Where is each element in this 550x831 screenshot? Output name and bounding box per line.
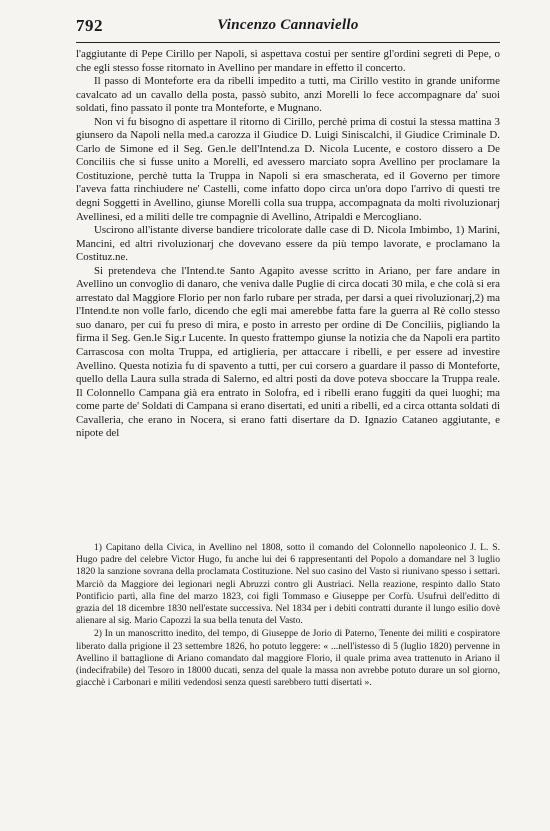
- page-number: 792: [76, 16, 103, 35]
- page-header: [76, 16, 500, 43]
- footnotes: [76, 542, 500, 689]
- running-head: Vincenzo Cannaviello: [217, 17, 359, 33]
- paragraph: Si pretendeva che l'Intend.te Santo Agapito avesse scritto in Ariano, per fare andare in Avellino un convoglio di danaro, che veniva dalle Puglie di circa docati 30 mila, e che colà si era arrestato dal Maggiore Florio per non farlo rubare per strada, per darsi a quei rivoluzionarj,2) ma l'Intend.te non volle farlo, dicendo che egli mai amerebbe fatta fare la guerra al Rè collo stesso suo danaro, per cui fu preso di mira, e posto in arresto per ordine di De Conciliis, pigliando la firma il Seg. Gen.le Sig.r Lucente. In questo frattempo giunse la notizia che da Napoli era partito Carrascosa con molta Truppa, ed artiglieria, per attaccare i ribelli, e per essere ad investire Avellino. Questa notizia fu di spavento a tutti, per cui corsero a guardare il passo di Monteforte, quello della Laura sulla strada di Salerno, ed altri posti da dove poteva sboccare la Truppa reale. Il Colonnello Campana già era entrato in Solofra, ed i ribelli erano fuggiti da quei luoghi; ma come parte de' Soldati di Campana si erano disertati, ed uniti a ribelli, ed a circa ottanta soldati di Cavalleria, che erano in Nocera, si erano fatti disertare da D. Ignazio Cataneo aggiutante, e nipote del: [76, 264, 500, 440]
- paragraph: l'aggiutante di Pepe Cirillo per Napoli, si aspettava costui per sentire gl'ordini segreti di Pepe, o che egli stesso fosse ritornato in Avellino per mandare in effetto il concerto.: [76, 48, 500, 74]
- footnote: 1) Capitano della Civica, in Avellino nel 1808, sotto il comando del Colonnello napoleonico J. L. S. Hugo padre del celebre Victor Hugo, fu anche lui dei 6 rappresentanti del Popolo a domandare nel 3 luglio 1820 la sanzione sovrana della proclamata Costituzione. Nel suo casino del Vasto si riunivano spesso i settari. Marciò da Maggiore dei legionari negli Abruzzi contro gli Austriaci. Nella reazione, respinto dallo Stato Pontificio partì, alla fine del marzo 1823, coi figli Tommaso e Giuseppe per Corfù. Usufruì dell'editto di grazia del 18 dicembre 1830 nell'estate successiva. Nel 1834 per i debiti contratti durante il lungo esilio dovè alienare al sig. Mario Capozzi la sua bella tenuta del Vasto.: [76, 542, 500, 627]
- paragraph: Il passo di Monteforte era da ribelli impedito a tutti, ma Cirillo vestito in grande uniforme cavalcato ad un cavallo della posta, passò subito, anzi Morelli lo fece accompagnare da' suoi soldati, fino passato il ponte tra Monteforte, e Mugnano.: [76, 75, 500, 115]
- footnote: 2) In un manoscritto inedito, del tempo, di Giuseppe de Jorio di Paterno, Tenente dei militi e cospiratore liberato dalla prigione il 23 settembre 1826, ho potuto leggere: « ...nell'istesso dì 5 (luglio 1820) pervenne in Avellino il battaglione di Ariano comandato dal maggiore Florio, il quale prima avea trattenuto in Ariano il (indecifrabile) del Tesoro in 18000 ducati, senza del quale la massa non avrebbe potuto durare un sol giorno, giacchè i Carbonari e militi vedendosi senza questi sarebbero tutti disertati ».: [76, 628, 500, 689]
- paragraph: Non vi fu bisogno di aspettare il ritorno di Cirillo, perchè prima di costui la stessa mattina 3 giunsero da Napoli nella med.a carozza il Giudice D. Luigi Siniscalchi, il Giudice Criminale D. Carlo de Simone ed il Seg. Gen.le dell'Intend.za D. Nicola Lucente, e costoro dissero a De Conciliis che si fusse unito a Morelli, ed avessero marciato sopra Avellino per proclamare la Costituzione, perchè tutta la Truppa in Napoli si era smascherata, ed il Governo per timore l'aveva fatta rinchiudere ne' Castelli, come infatto dopo circa un'ora dopo l'arrivo di questi tre degni Soggetti in Avellino, giunse Morelli colla sua truppa, accompagnata da molti rivoluzionarj Avellinesi, ed a militi delle tre compagnie di Avellino, Atripaldi e Mercogliano.: [76, 115, 500, 223]
- paragraph: Uscirono all'istante diverse bandiere tricolorate dalle case di D. Nicola Imbimbo, 1) Marini, Mancini, ed altri rivoluzionarj che dovevano essere da più tempo lavorate, e proclamano la Costituz.ne.: [76, 224, 500, 264]
- main-text: [76, 48, 500, 441]
